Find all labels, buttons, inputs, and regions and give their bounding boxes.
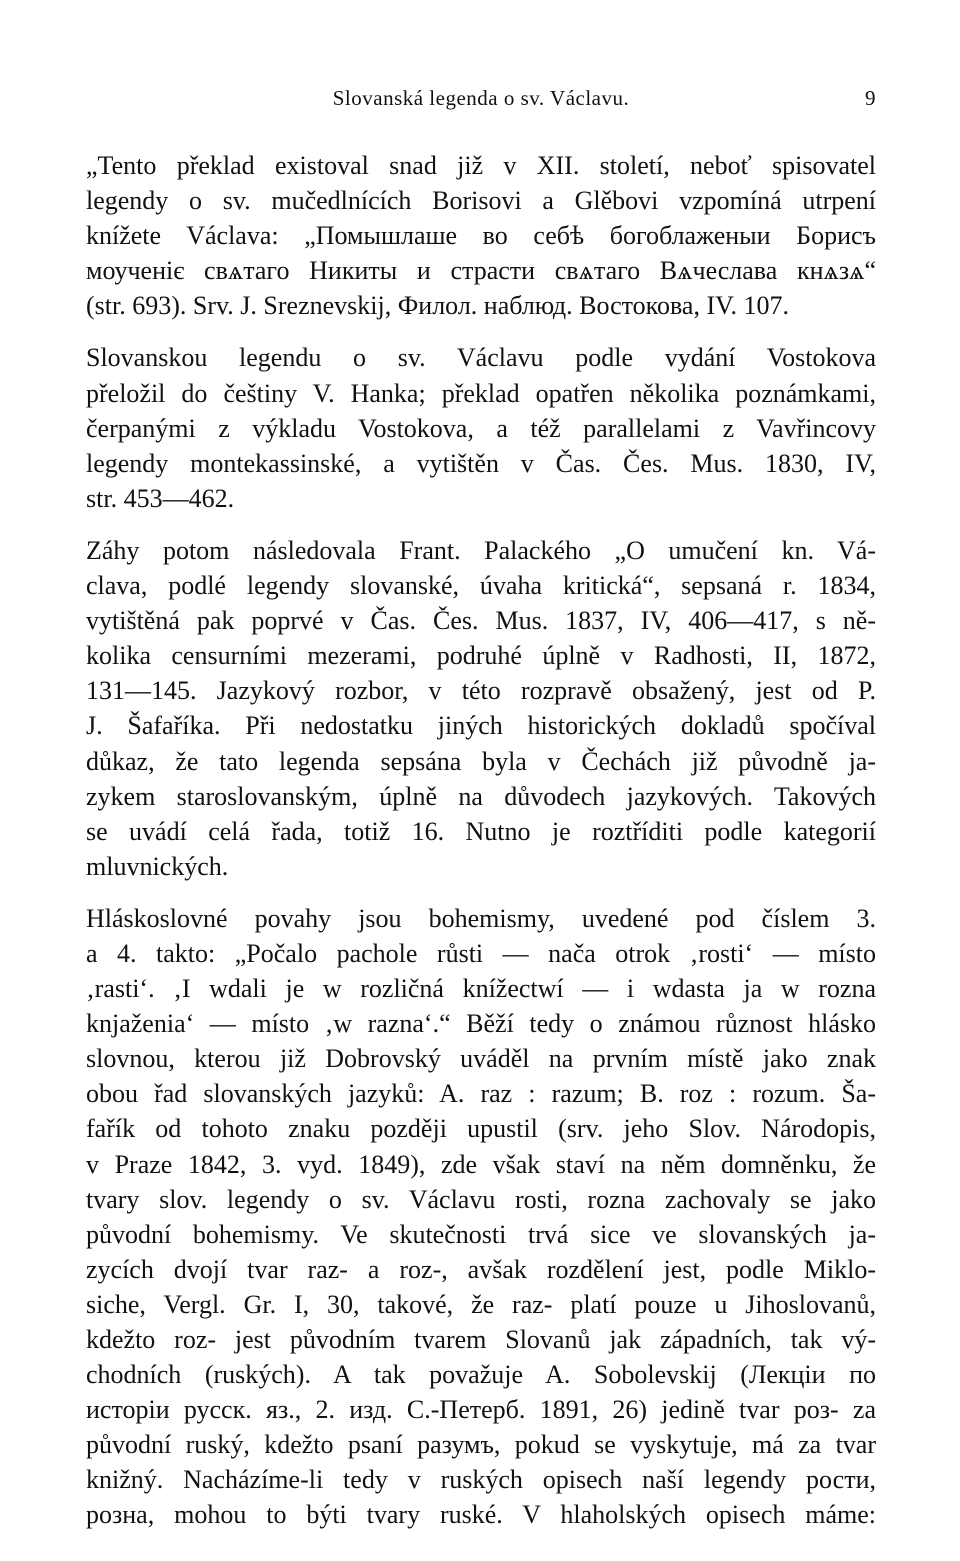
text-line: 131—145. Jazykový rozbor, v této rozpravě obsažený, jest od P. [86,676,876,706]
text-line: zycích dvojí tvar raz- a roz-, avšak rozdělení jest, podle Miklo- [86,1254,876,1284]
text-line: розна, mohou to býti tvary ruské. V hlaholských opisech máme: [86,1500,876,1530]
running-title: Slovanská legenda o sv. Václavu. [332,86,630,110]
text-line: legendy montekassinské, a vytištěn v Čas. Čes. Mus. 1830, IV, [86,448,876,478]
text-line: Hláskoslovné povahy jsou bohemismy, uvedené pod číslem 3. [86,903,876,933]
body-text [86,148,876,1533]
text-line: chodních (ruských). A tak považuje A. Sobolevskij (Лекціи по [86,1360,876,1390]
text-line: a 4. takto: „Počalo pachole růsti — nača otrok ‚rosti‘ — místo [86,938,876,968]
text-line: knjaženia‘ — místo ‚w razna‘.“ Běží tedy o známou různost hlásko [86,1009,876,1039]
text-line: kolika censurními mezerami, podruhé úplně v Radhosti, II, 1872, [86,641,876,671]
text-line: v Praze 1842, 3. vyd. 1849), zde však staví na něm domněnku, že [86,1149,876,1179]
text-line: „Tento překlad existoval snad již v XII. století, neboť spisovatel [86,151,876,180]
text-line: ‚rasti‘. ‚I wdali je w rozličná knížectwí — i wdasta ja w rozna [86,974,876,1004]
paragraph-hlaskoslovne-povahy [86,901,876,1533]
paragraph-slovanskou-legendu [86,340,876,515]
text-line: исторіи русск. яз., 2. изд. С.-Петерб. 1891, 26) jedině tvar роз- za [86,1395,876,1425]
text-line: knižný. Nacházíme-li tedy v ruských opisech naší legendy рости, [86,1465,876,1495]
text-line: původní ruský, kdežto psaní разумъ, pokud se vyskytuje, má za tvar [86,1430,876,1460]
text-line: моученіє свѧтаго Никиты и страсти свѧтаго Вѧчеслава кнѧзѧ“ [86,256,876,286]
text-line: siche, Vergl. Gr. I, 30, takové, že raz- platí pouze u Jihoslovanů, [86,1289,876,1319]
text-line: clava, podlé legendy slovanské, úvaha kritická“, sepsaná r. 1834, [86,571,876,601]
text-line: (str. 693). Srv. J. Sreznevskij, Филол. наблюд. Востокова, IV. 107. [86,291,790,321]
text-line: mluvnických. [86,851,229,881]
text-line: kdežto roz- jest původním tvarem Slovanů jak západních, tak vý- [86,1325,876,1354]
text-line: fařík od tohoto znaku později upustil (srv. jeho Slov. Národopis, [86,1114,876,1144]
text-line: se uvádí celá řada, totiž 16. Nutno je roztříditi podle kategorií [86,816,876,846]
page-number: 9 [865,86,876,110]
text-line: Záhy potom následovala Frant. Palackého „O umučení kn. Vá- [86,535,876,565]
text-line: zykem staroslovanským, úplně na důvodech jazykových. Takových [86,781,876,811]
text-line: čerpanými z výkladu Vostokova, a též parallelami z Vavřincovy [86,413,876,443]
text-line: důkaz, že tato legenda sepsána byla v Čechách již původně ja- [86,746,876,776]
text-line: knížete Václava: „Помышлаше во себѣ богоблаженыи Борисъ [86,221,876,251]
text-line: J. Šafaříka. Při nedostatku jiných historických dokladů spočíval [86,711,876,741]
text-line: str. 453—462. [86,483,235,513]
text-line: tvary slov. legendy o sv. Václavu rosti, rozna zachovaly se jako [86,1184,876,1214]
paragraph-tento-preklad [86,148,876,323]
text-line: slovnou, kterou již Dobrovský uváděl na prvním místě jako znak [86,1044,876,1074]
text-line: původní bohemismy. Ve skutečnosti trvá sice ve slovanských ja- [86,1219,876,1249]
text-line: legendy o sv. mučedlnících Borisovi a Glěbovi vzpomíná utrpení [86,186,876,216]
text-line: obou řad slovanských jazyků: A. raz : razum; B. roz : rozum. Ša- [86,1079,876,1109]
text-line: přeložil do češtiny V. Hanka; překlad opatřen několika poznámkami, [86,378,876,408]
text-line: Slovanskou legendu o sv. Václavu podle vydání Vostokova [86,343,876,373]
text-line: vytištěná pak poprvé v Čas. Čes. Mus. 1837, IV, 406—417, s ně- [86,606,876,636]
paragraph-zahy-potom [86,533,876,884]
running-head [86,86,876,120]
